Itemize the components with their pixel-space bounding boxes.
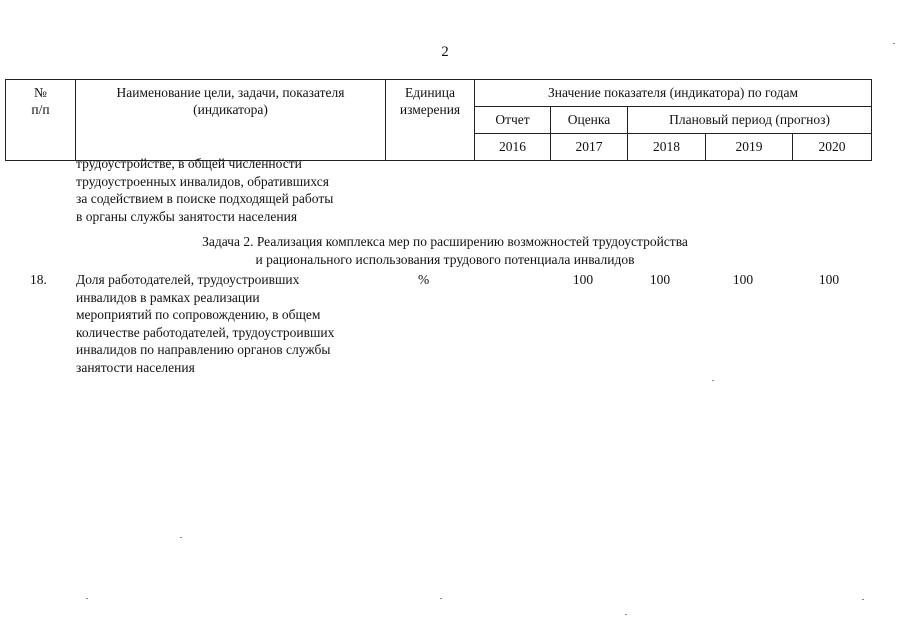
- row-value-2019: 100: [732, 272, 754, 287]
- continued-indicator-text: [76, 155, 333, 225]
- row-number: 18.: [30, 272, 47, 287]
- header-year-2019: 2019: [706, 134, 793, 161]
- scan-speck: [180, 537, 182, 538]
- page-number: 2: [441, 44, 449, 60]
- header-year-2018: 2018: [628, 134, 706, 161]
- scan-speck: [625, 614, 627, 615]
- header-unit-column: [386, 80, 475, 161]
- header-plan-period: Плановый период (прогноз): [628, 107, 872, 134]
- header-report: Отчет: [475, 107, 551, 134]
- continued-text-line: в органы службы занятости населения: [76, 208, 298, 224]
- scan-speck: [86, 598, 88, 599]
- header-year-2016: 2016: [475, 134, 551, 161]
- header-year-2017: 2017: [551, 134, 628, 161]
- scan-speck: [862, 599, 864, 600]
- header-name-label-line2: (индикатора): [193, 102, 268, 117]
- header-name-label-line1: Наименование цели, задачи, показателя: [116, 85, 345, 100]
- row-name-line: количестве работодателей, трудоустроивших: [76, 324, 335, 340]
- header-unit-label-line1: Единица: [404, 85, 455, 100]
- scan-speck: [712, 380, 714, 381]
- row-name-line: занятости населения: [76, 359, 195, 375]
- row-unit: %: [418, 272, 430, 287]
- header-year-2020: 2020: [793, 134, 872, 161]
- row-value-2017: 100: [572, 272, 594, 287]
- row-name-line: мероприятий по сопровождению, в общем: [76, 307, 321, 322]
- indicator-table-header: [5, 79, 872, 161]
- continued-text-line: трудоустроенных инвалидов, обратившихся: [76, 173, 329, 189]
- header-values-group: Значение показателя (индикатора) по годам: [475, 80, 872, 107]
- continued-text-line: за содействием в поиске подходящей работы: [76, 191, 334, 206]
- header-estimate: Оценка: [551, 107, 628, 134]
- task-heading-line: и рационального использования трудового потенциала инвалидов: [255, 252, 635, 267]
- row-indicator-name: [76, 271, 334, 376]
- header-number-label-line2: п/п: [31, 102, 50, 117]
- scan-speck: [440, 598, 442, 599]
- header-unit-label-line2: измерения: [399, 102, 461, 117]
- continued-text-line: трудоустройстве, в общей численности: [76, 156, 302, 171]
- header-number-column: [6, 80, 76, 161]
- header-name-column: [76, 80, 386, 161]
- row-name-line: инвалидов в рамках реализации: [76, 289, 260, 305]
- row-name-line: Доля работодателей, трудоустроивших: [76, 272, 300, 287]
- row-name-line: инвалидов по направлению органов службы: [76, 342, 331, 357]
- task-heading: [0, 233, 890, 269]
- row-value-2020: 100: [818, 272, 840, 287]
- header-number-label-line1: №: [34, 85, 47, 100]
- scan-speck: [893, 43, 895, 44]
- task-heading-line: Задача 2. Реализация комплекса мер по расширению возможностей трудоустройства: [202, 234, 688, 249]
- row-value-2018: 100: [649, 272, 671, 287]
